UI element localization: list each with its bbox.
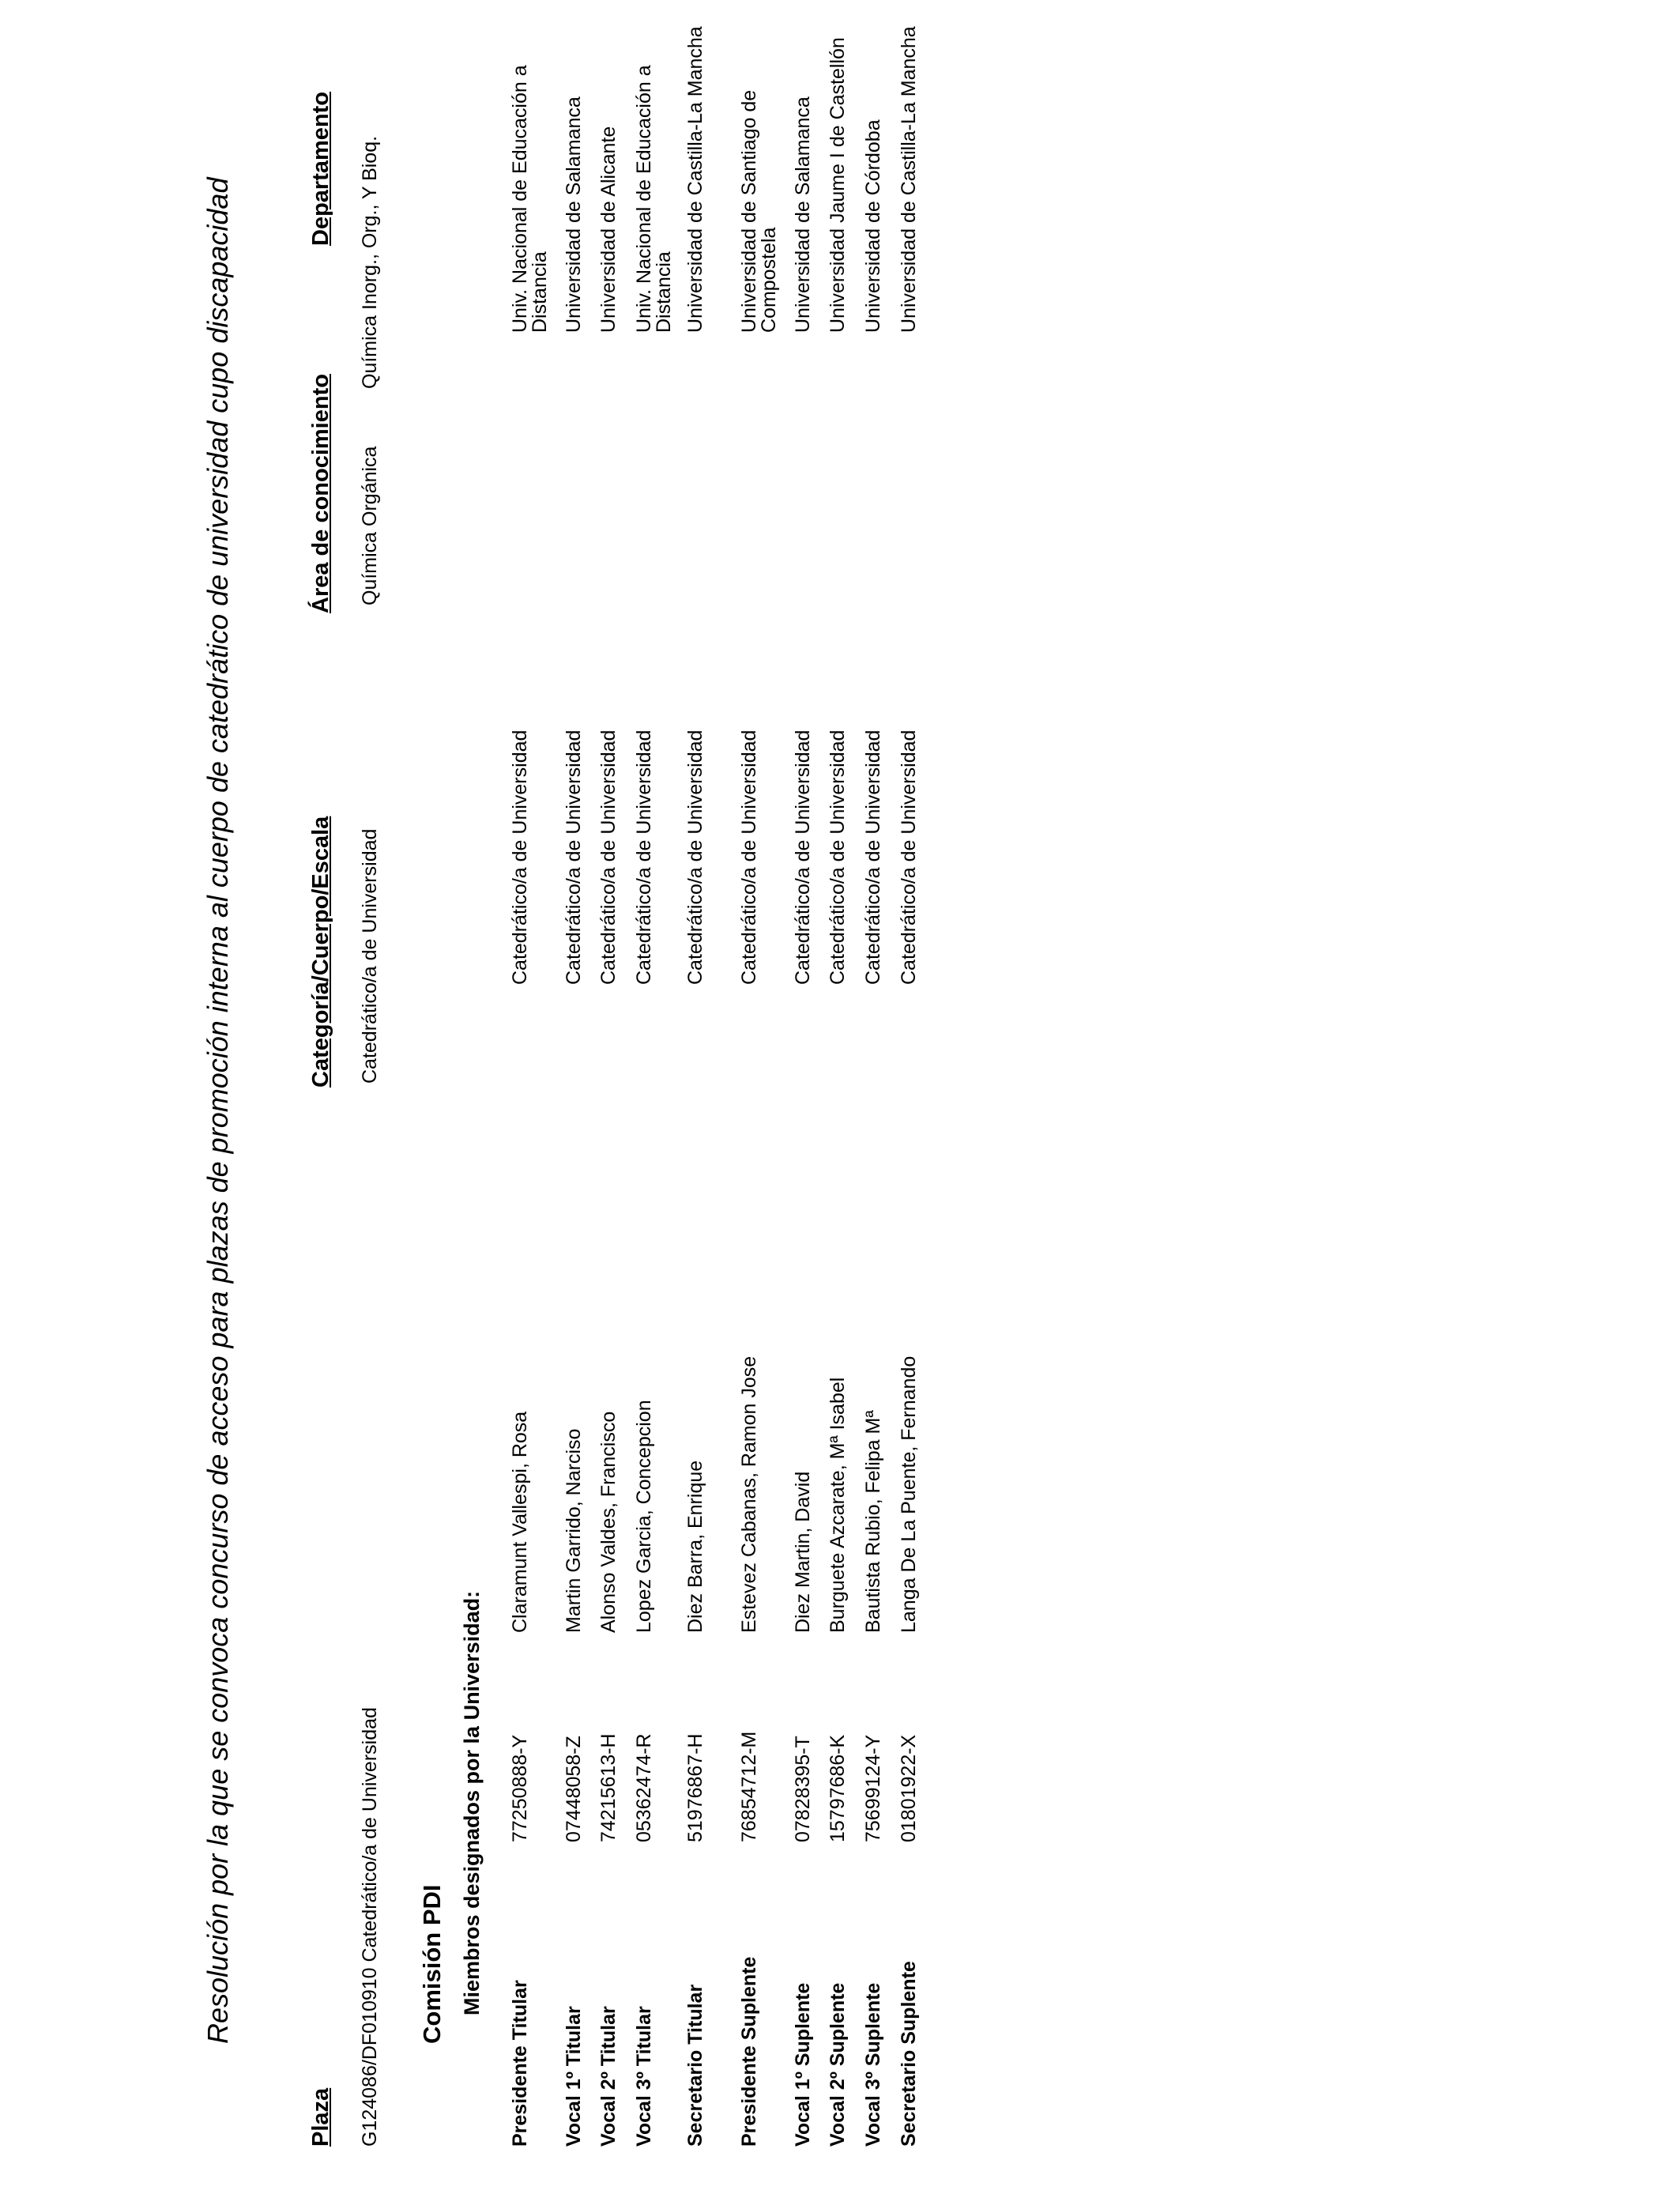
- miembros-title: Miembros designados por la Universidad:: [460, 1590, 484, 2015]
- member-university: Universidad de Córdoba: [862, 119, 884, 333]
- member-university: Universidad de Castilla-La Mancha: [684, 26, 706, 333]
- member-name: Diez Martin, David: [792, 1471, 814, 1633]
- member-university: Univ. Nacional de Educación a Distancia: [633, 65, 675, 333]
- member-name: Burguete Azcarate, Mª Isabel: [827, 1377, 849, 1633]
- member-dni: 75699124-Y: [862, 1734, 884, 1842]
- header-categoria: Categoría/Cuerpo/Escala: [308, 816, 333, 1088]
- member-university: Univ. Nacional de Educación a Distancia: [509, 65, 551, 333]
- plaza-departamento: Química Inorg., Org., Y Bioq.: [359, 135, 381, 389]
- member-name: Diez Barra, Enrique: [684, 1460, 706, 1633]
- member-university: Universidad Jaume I de Castellón: [827, 37, 849, 333]
- member-university: Universidad de Salamanca: [792, 96, 814, 333]
- member-university: Universidad de Santiago de Compostela: [738, 89, 780, 333]
- member-role: Vocal 1º Suplente: [792, 1982, 814, 2147]
- member-role: Vocal 2º Suplente: [827, 1982, 849, 2147]
- member-category: Catedrático/a de Universidad: [597, 729, 620, 985]
- member-role: Presidente Titular: [509, 1980, 531, 2147]
- member-dni: 05362474-R: [633, 1733, 655, 1842]
- member-dni: 07448058-Z: [563, 1736, 585, 1842]
- plaza-code: G124086/DF010910 Catedrático/a de Universidad: [359, 1707, 381, 2147]
- member-category: Catedrático/a de Universidad: [827, 729, 849, 985]
- member-category: Catedrático/a de Universidad: [862, 729, 884, 985]
- member-university: Universidad de Salamanca: [563, 96, 585, 333]
- member-category: Catedrático/a de Universidad: [738, 729, 760, 985]
- comision-title: Comisión PDI: [418, 1884, 446, 2044]
- member-dni: 01801922-X: [898, 1734, 920, 1842]
- member-name: Alonso Valdes, Francisco: [597, 1411, 620, 1633]
- member-category: Catedrático/a de Universidad: [563, 729, 585, 985]
- member-dni: 51976867-H: [684, 1733, 706, 1842]
- member-name: Estevez Cabanas, Ramon Jose: [738, 1355, 760, 1633]
- member-university: Universidad de Alicante: [597, 126, 620, 333]
- member-dni: 77250888-Y: [509, 1734, 531, 1842]
- member-name: Claramunt Vallespi, Rosa: [509, 1411, 531, 1633]
- member-dni: 74215613-H: [597, 1733, 620, 1842]
- member-role: Vocal 3º Suplente: [862, 1982, 884, 2147]
- member-dni: 15797686-K: [827, 1734, 849, 1842]
- member-name: Lopez Garcia, Concepcion: [633, 1400, 655, 1633]
- document-title: Resolución por la que se convoca concurso de acceso para plazas de promoción interna al cuerpo de catedrático de universidad cupo discapacidad: [202, 177, 234, 2044]
- member-dni: 76854712-M: [738, 1731, 760, 1842]
- member-category: Catedrático/a de Universidad: [684, 729, 706, 985]
- member-name: Langa De La Puente, Fernando: [898, 1355, 920, 1633]
- member-role: Vocal 3º Titular: [633, 2006, 655, 2147]
- member-category: Catedrático/a de Universidad: [898, 729, 920, 985]
- member-role: Secretario Titular: [684, 1984, 706, 2147]
- member-role: Vocal 1º Titular: [563, 2006, 585, 2147]
- plaza-categoria: Catedrático/a de Universidad: [359, 828, 381, 1084]
- member-name: Martin Garrido, Narciso: [563, 1428, 585, 1633]
- member-dni: 07828395-T: [792, 1736, 814, 1842]
- header-area: Área de conocimiento: [308, 374, 333, 613]
- member-role: Secretario Suplente: [898, 1961, 920, 2147]
- member-category: Catedrático/a de Universidad: [633, 729, 655, 985]
- member-role: Presidente Suplente: [738, 1956, 760, 2147]
- member-role: Vocal 2º Titular: [597, 2006, 620, 2147]
- header-departamento: Departamento: [308, 92, 333, 246]
- member-university: Universidad de Castilla-La Mancha: [898, 26, 920, 333]
- member-category: Catedrático/a de Universidad: [509, 729, 531, 985]
- header-plaza: Plaza: [308, 2087, 333, 2147]
- plaza-area: Química Orgánica: [359, 446, 381, 605]
- member-category: Catedrático/a de Universidad: [792, 729, 814, 985]
- member-name: Bautista Rubio, Felipa Mª: [862, 1410, 884, 1633]
